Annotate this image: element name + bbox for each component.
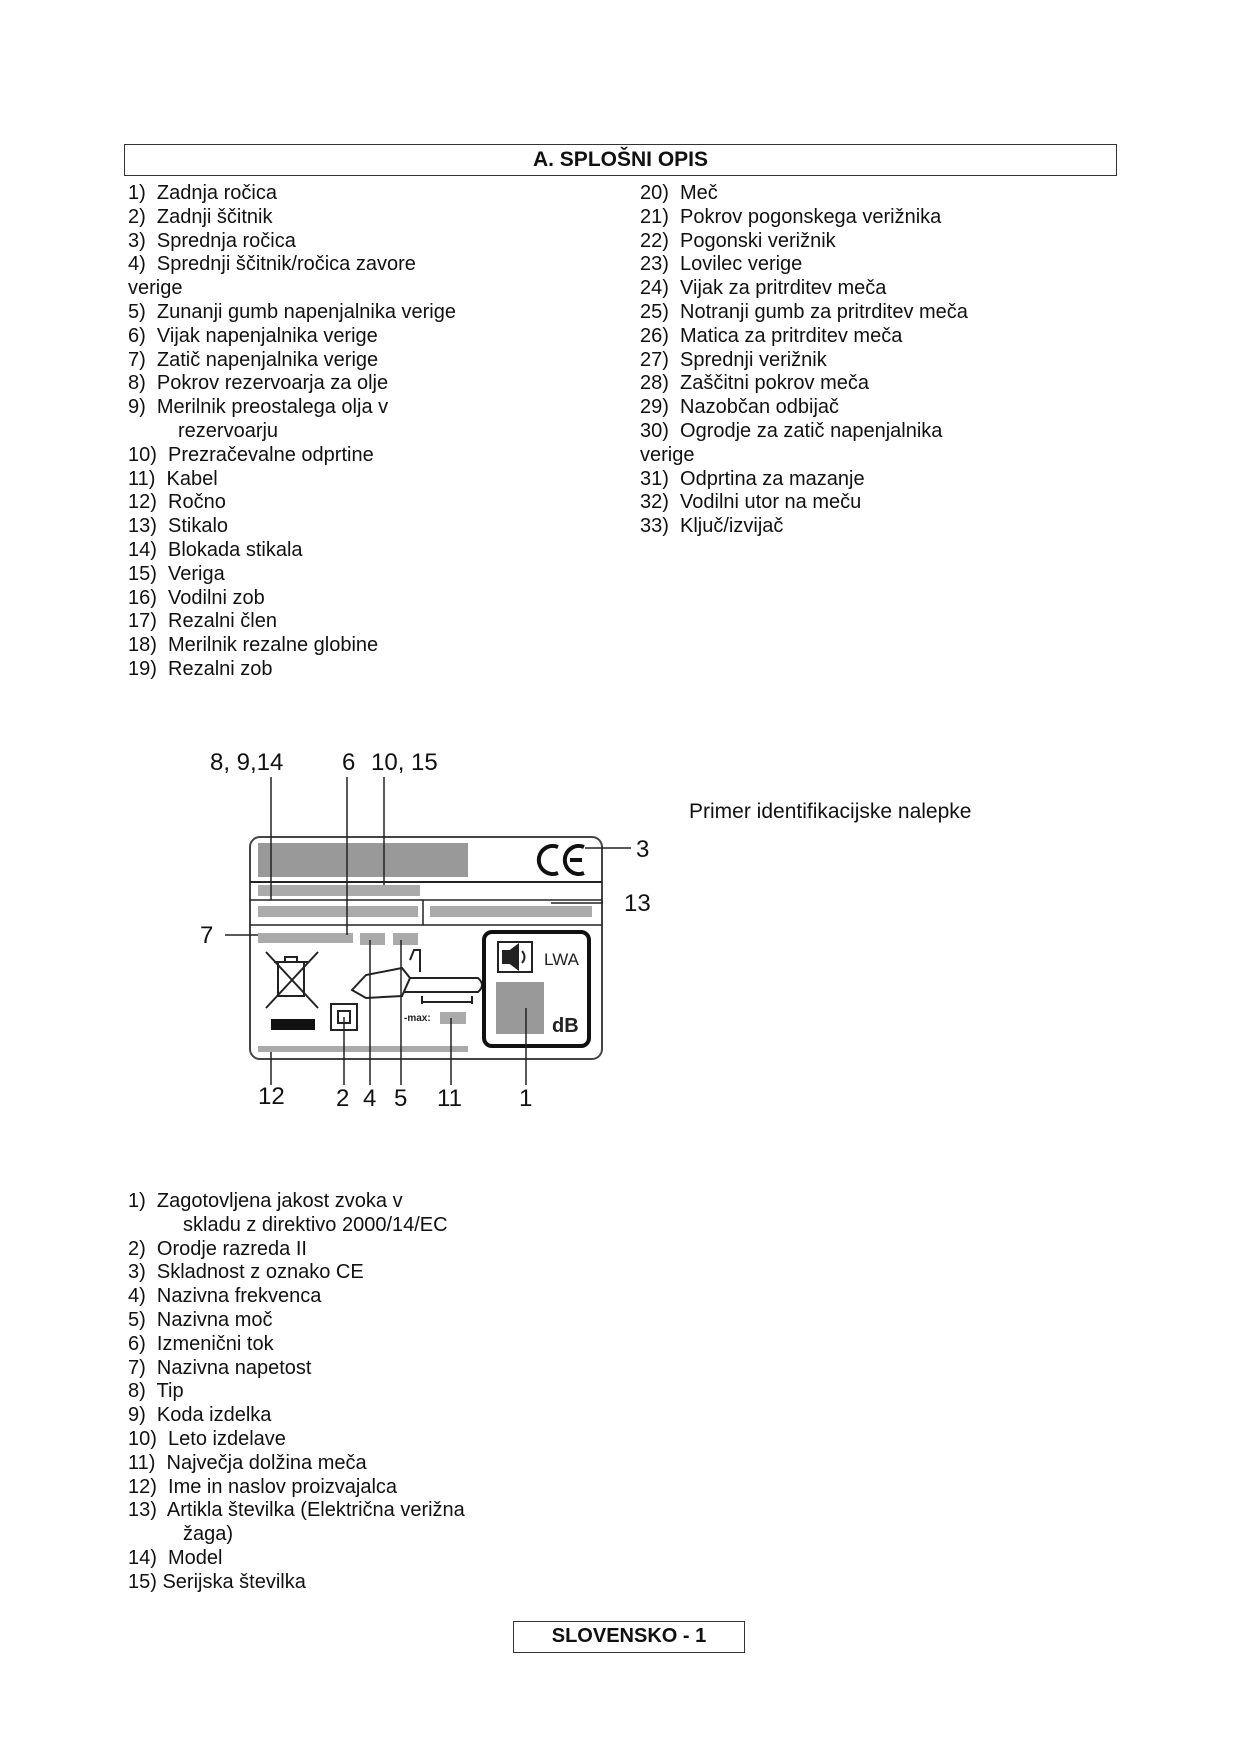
db-text: dB	[552, 1015, 579, 1037]
label-legend-list	[128, 1190, 688, 1595]
list-item: 2) Orodje razreda II	[128, 1237, 307, 1260]
list-item: 26) Matica za pritrditev meča	[640, 324, 903, 347]
list-item: 22) Pogonski verižnik	[640, 229, 836, 252]
callout-4: 4	[363, 1085, 377, 1112]
list-item: 11) Največja dolžina meča	[128, 1451, 367, 1474]
list-item: 33) Ključ/izvijač	[640, 515, 784, 538]
list-item: 14) Blokada stikala	[128, 538, 303, 561]
page-footer: SLOVENSKO - 1	[513, 1621, 745, 1653]
list-item: verige	[640, 443, 695, 466]
list-item: rezervoarju	[178, 419, 279, 442]
section-title: A. SPLOŠNI OPIS	[124, 144, 1117, 176]
label-field	[258, 933, 353, 943]
list-item: 1) Zadnja ročica	[128, 182, 277, 204]
label-field	[258, 1046, 468, 1052]
list-item: 28) Zaščitni pokrov meča	[640, 372, 869, 395]
list-item: 6) Vijak napenjalnika verige	[128, 324, 378, 347]
list-item: 32) Vodilni utor na meču	[640, 491, 862, 514]
list-item: 9) Merilnik preostalega olja v	[128, 396, 389, 419]
list-item: 20) Meč	[640, 182, 718, 204]
list-item: 19) Rezalni zob	[128, 657, 273, 680]
list-item: 9) Koda izdelka	[128, 1404, 272, 1427]
list-item: 13) Artikla številka (Električna verižna	[128, 1499, 465, 1522]
callout-10-15: 10, 15	[371, 749, 438, 776]
list-item: žaga)	[183, 1523, 234, 1546]
list-item: 14) Model	[128, 1546, 223, 1569]
list-item: 15) Veriga	[128, 562, 225, 585]
list-item: 1) Zagotovljena jakost zvoka v	[128, 1190, 403, 1212]
list-item: skladu z direktivo 2000/14/EC	[183, 1213, 448, 1236]
weee-bar	[271, 1019, 315, 1030]
max-length-text: -max:	[404, 1013, 431, 1024]
list-item: 3) Skladnost z oznako CE	[128, 1261, 364, 1284]
list-item: 23) Lovilec verige	[640, 253, 803, 276]
list-item: 18) Merilnik rezalne globine	[128, 634, 379, 657]
lwa-text: LWA	[544, 950, 579, 969]
label-type-block	[258, 843, 468, 877]
callout-5: 5	[394, 1085, 408, 1112]
list-item: 12) Ročno	[128, 491, 226, 514]
list-item: 15) Serijska številka	[128, 1570, 306, 1593]
list-item: 6) Izmenični tok	[128, 1332, 274, 1355]
list-item: 29) Nazobčan odbijač	[640, 396, 840, 419]
label-field	[430, 906, 592, 917]
list-item: 4) Nazivna frekvenca	[128, 1285, 322, 1308]
list-item: 11) Kabel	[128, 467, 218, 490]
label-caption: Primer identifikacijske nalepke	[689, 800, 972, 823]
label-field	[440, 1012, 466, 1024]
list-item: 24) Vijak za pritrditev meča	[640, 277, 887, 300]
callout-1: 1	[519, 1085, 533, 1112]
lwa-value-block	[496, 982, 544, 1034]
list-item: 16) Vodilni zob	[128, 586, 265, 609]
list-item: 8) Pokrov rezervoarja za olje	[128, 372, 389, 395]
list-item: 27) Sprednji verižnik	[640, 348, 827, 371]
list-item: verige	[128, 277, 183, 300]
callout-7: 7	[200, 922, 214, 949]
callout-2: 2	[336, 1085, 350, 1112]
label-field	[360, 933, 385, 945]
label-field	[258, 885, 420, 896]
list-item: 10) Prezračevalne odprtine	[128, 443, 374, 466]
list-item: 12) Ime in naslov proizvajalca	[128, 1475, 398, 1498]
list-item: 4) Sprednji ščitnik/ročica zavore	[128, 253, 416, 276]
label-field	[258, 906, 418, 917]
label-field	[393, 933, 418, 945]
callout-3: 3	[636, 836, 650, 863]
list-item: 2) Zadnji ščitnik	[128, 205, 273, 228]
list-item: 7) Nazivna napetost	[128, 1356, 312, 1379]
callout-6: 6	[342, 749, 356, 776]
list-item: 8) Tip	[128, 1380, 184, 1403]
list-item: 31) Odprtina za mazanje	[640, 467, 865, 490]
callout-13: 13	[624, 890, 651, 917]
list-item: 25) Notranji gumb za pritrditev meča	[640, 300, 968, 323]
callout-8-9-14: 8, 9,14	[210, 749, 284, 776]
list-item: 3) Sprednja ročica	[128, 229, 296, 252]
list-item: 30) Ogrodje za zatič napenjalnika	[640, 419, 943, 442]
list-item: 13) Stikalo	[128, 515, 229, 538]
list-item: 10) Leto izdelave	[128, 1427, 286, 1450]
list-item: 17) Rezalni člen	[128, 610, 277, 633]
list-item: 5) Nazivna moč	[128, 1308, 273, 1331]
callout-12: 12	[258, 1083, 285, 1110]
list-item: 5) Zunanji gumb napenjalnika verige	[128, 300, 456, 323]
callout-11: 11	[437, 1085, 462, 1112]
list-item: 21) Pokrov pogonskega verižnika	[640, 205, 942, 228]
list-item: 7) Zatič napenjalnika verige	[128, 348, 379, 371]
